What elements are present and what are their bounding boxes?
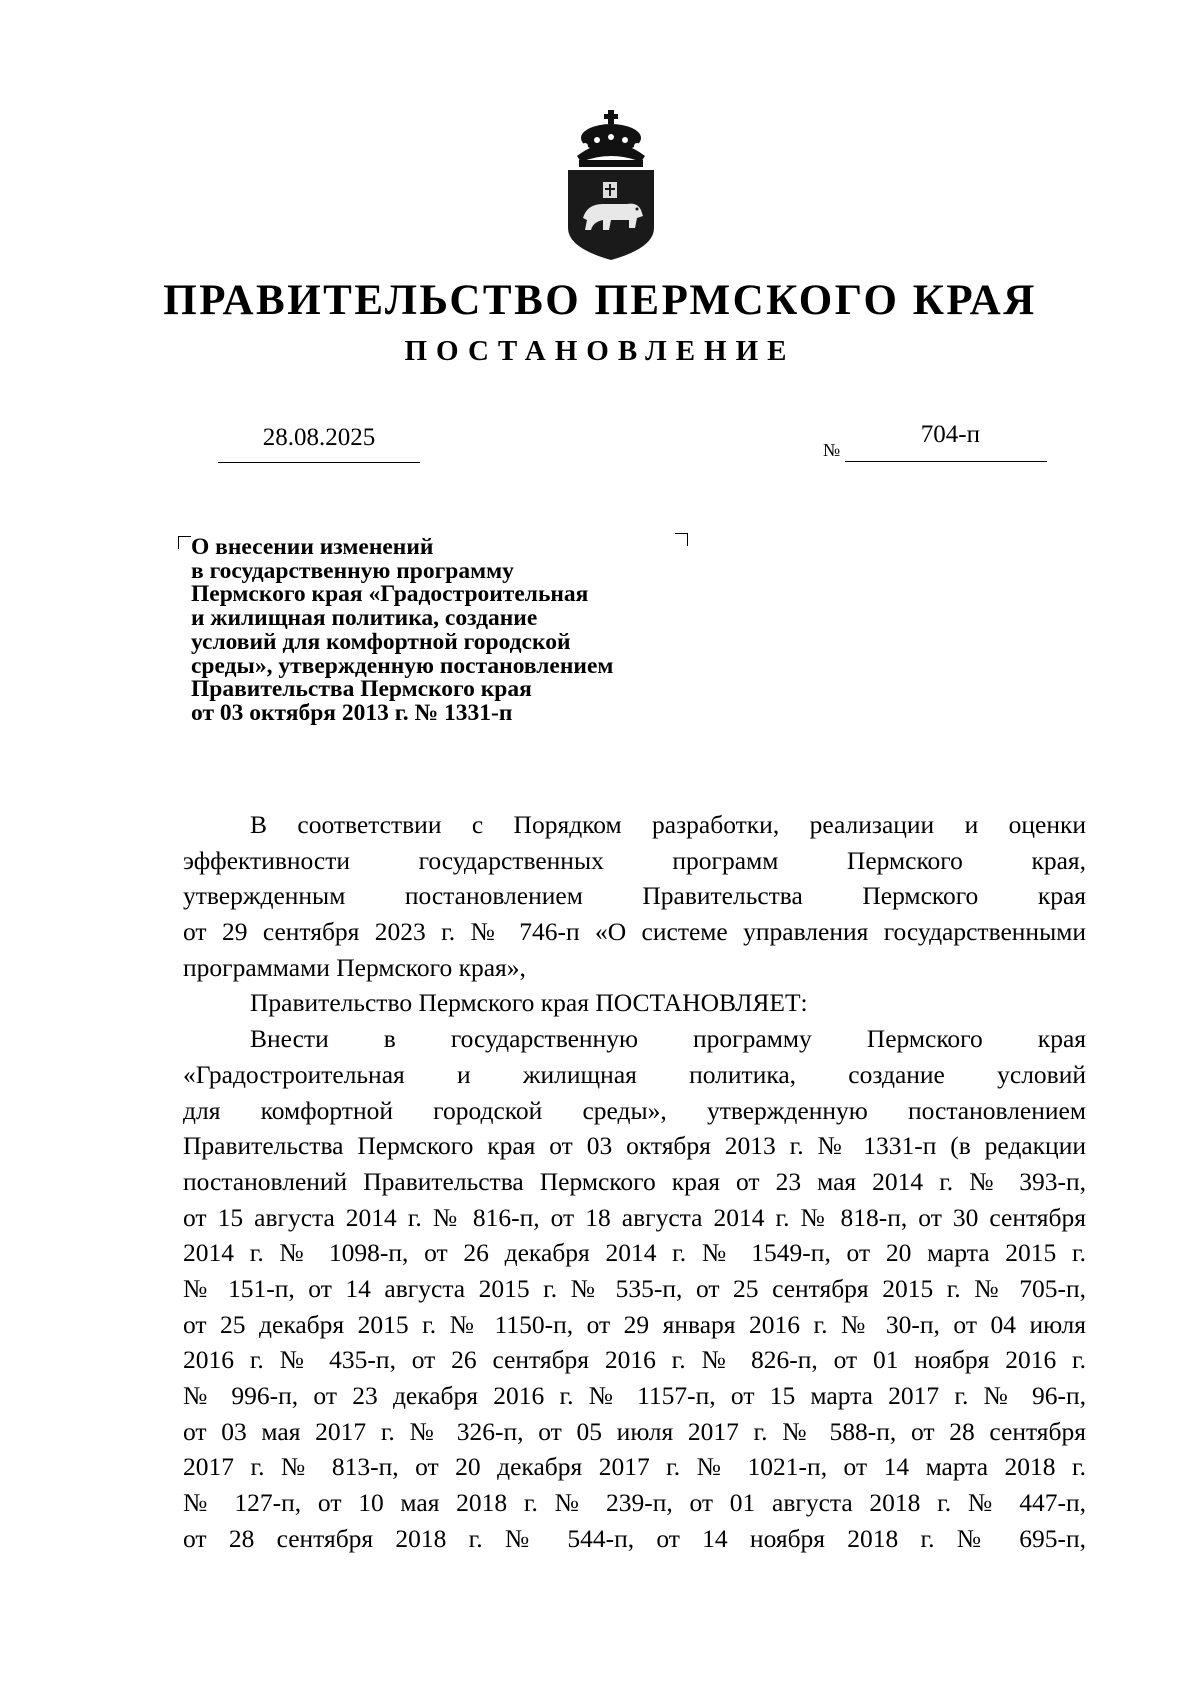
- body-line: «Градостроительная и жилищная политика, создание условий: [183, 1059, 1086, 1089]
- body-line: Правительства Пермского края от 03 октября 2013 г. № 1331-п (в редакции: [183, 1131, 1086, 1161]
- date-field: [218, 424, 420, 463]
- body-line: В соответствии с Порядком разработки, реализации и оценки: [250, 810, 1086, 839]
- subject-line: О внесении изменений: [191, 534, 434, 560]
- body-line: 2017 г. № 813-п, от 20 декабря 2017 г. № 1021-п, от 14 марта 2018 г.: [183, 1452, 1086, 1482]
- authority-title: ПРАВИТЕЛЬСТВО ПЕРМСКОГО КРАЯ: [163, 277, 1037, 324]
- subject-line: от 03 октября 2013 г. № 1331-п: [191, 699, 513, 726]
- number-field: [845, 421, 1047, 462]
- number-sign: №: [823, 440, 841, 460]
- body-line: утвержденным постановлением Правительства Пермского края: [183, 881, 1086, 911]
- body-line: от 15 августа 2014 г. № 816-п, от 18 августа 2014 г. № 818-п, от 30 сентября: [183, 1202, 1086, 1232]
- subject-line: и жилищная политика, создание: [191, 605, 538, 632]
- body-line: Правительство Пермского края ПОСТАНОВЛЯЕТ:: [250, 988, 808, 1018]
- subject-line: среды», утвержденную постановлением: [191, 652, 614, 679]
- body-line: от 25 декабря 2015 г. № 1150-п, от 29 января 2016 г. № 30-п, от 04 июля: [183, 1309, 1086, 1339]
- body-line: для комфортной городской среды», утвержденную постановлением: [183, 1095, 1086, 1125]
- subject-line: условий для комфортной городской: [191, 628, 571, 655]
- body-line: 2016 г. № 435-п, от 26 сентября 2016 г. № 826-п, от 01 ноября 2016 г.: [183, 1345, 1086, 1375]
- body-line: от 03 мая 2017 г. № 326-п, от 05 июля 2017 г. № 588-п, от 28 сентября: [183, 1416, 1086, 1446]
- body-line: № 996-п, от 23 декабря 2016 г. № 1157-п, от 15 марта 2017 г. № 96-п,: [183, 1381, 1086, 1410]
- subject-line: в государственную программу: [191, 557, 514, 584]
- subject-heading: [191, 536, 711, 726]
- body-line: № 151-п, от 14 августа 2015 г. № 535-п, от 25 сентября 2015 г. № 705-п,: [183, 1273, 1086, 1303]
- body-line: от 29 сентября 2023 г. № 746-п «О системе управления государственными: [183, 917, 1086, 947]
- perm-krai-coat-of-arms-icon: [563, 110, 659, 260]
- body-line: постановлений Правительства Пермского края от 23 мая 2014 г. № 393-п,: [183, 1166, 1086, 1196]
- subject-line: Правительства Пермского края: [191, 676, 532, 703]
- body-line: Внести в государственную программу Пермского края: [250, 1024, 1086, 1054]
- body-line: программами Пермского края»,: [183, 952, 526, 982]
- document-date: 28.08.2025: [262, 424, 376, 451]
- subject-line: Пермского края «Градостроительная: [191, 581, 589, 608]
- body-line: № 127-п, от 10 мая 2018 г. № 239-п, от 01 августа 2018 г. № 447-п,: [183, 1488, 1086, 1518]
- body-line: от 28 сентября 2018 г. № 544-п, от 14 ноября 2018 г. № 695-п,: [183, 1523, 1086, 1553]
- document-number: 704-п: [920, 421, 980, 448]
- corner-bracket-left: [178, 536, 191, 549]
- document-body: [183, 807, 1086, 1556]
- body-line: эффективности государственных программ Пермского края,: [183, 845, 1086, 875]
- body-line: 2014 г. № 1098-п, от 26 декабря 2014 г. № 1549-п, от 20 марта 2015 г.: [183, 1238, 1086, 1268]
- document-type-heading: ПОСТАНОВЛЕНИЕ: [404, 335, 796, 367]
